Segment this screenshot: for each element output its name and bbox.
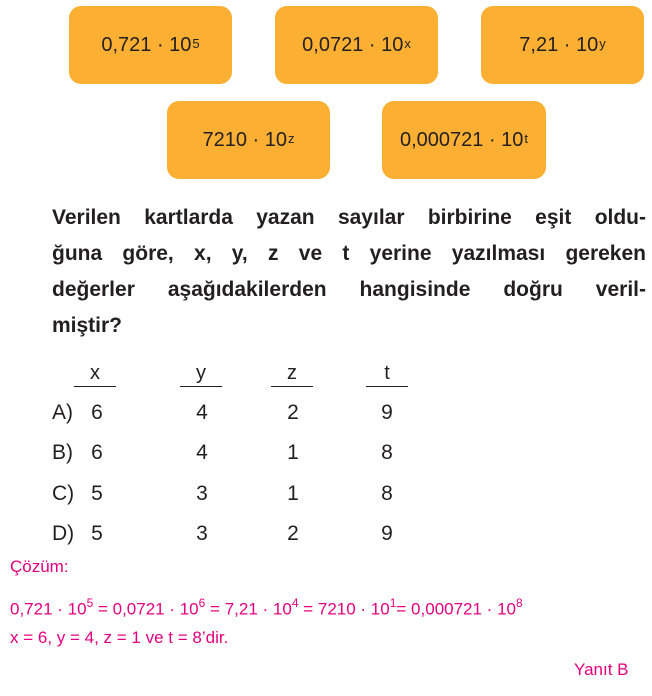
option-value-x: 5: [91, 522, 103, 545]
card-1: [69, 6, 232, 84]
header-t: t: [366, 360, 408, 387]
solution-title: Çözüm:: [10, 557, 69, 576]
option-value-t: 9: [381, 522, 393, 545]
eq-term-4: = 7210 · 10: [298, 599, 390, 619]
header-y: y: [180, 360, 222, 387]
question-line-2: ğuna göre, x, y, z ve t yerine yazılması gereken: [52, 242, 646, 265]
card-2-base: 0,0721 · 10: [302, 33, 404, 56]
option-value-t: 8: [381, 482, 393, 505]
option-label: A): [52, 401, 73, 424]
card-1-base: 0,721 · 10: [101, 33, 192, 56]
eq-term-1: 0,721 · 10: [10, 599, 87, 619]
option-value-z: 2: [287, 522, 299, 545]
option-value-y: 3: [196, 522, 208, 545]
option-value-z: 1: [287, 441, 299, 464]
card-5-base: 0,000721 · 10: [399, 128, 524, 151]
option-value-z: 1: [287, 482, 299, 505]
solution-equation: [10, 593, 523, 621]
card-3-exponent: y: [599, 35, 606, 51]
option-value-y: 4: [196, 441, 208, 464]
eq-exp-1: 5: [86, 596, 94, 610]
card-3-base: 7,21 · 10: [519, 33, 599, 56]
option-label: B): [52, 441, 73, 464]
option-value-x: 6: [91, 401, 103, 424]
card-2-exponent: x: [404, 35, 411, 51]
card-5-exponent: t: [524, 130, 529, 146]
card-4: [167, 101, 330, 179]
card-3: [481, 6, 644, 84]
card-5: [382, 101, 546, 179]
eq-exp-3: 4: [291, 596, 299, 610]
header-x: x: [74, 360, 116, 387]
card-1-exponent: 5: [192, 35, 200, 51]
card-4-exponent: z: [288, 130, 295, 146]
option-value-t: 9: [381, 401, 393, 424]
header-z: z: [271, 360, 313, 387]
solution-result: x = 6, y = 4, z = 1 ve t = 8’dir.: [10, 628, 229, 647]
eq-term-3: = 7,21 · 10: [205, 599, 292, 619]
eq-exp-4: 1: [389, 596, 397, 610]
eq-exp-5: 8: [515, 596, 523, 610]
option-value-x: 5: [91, 482, 103, 505]
option-value-y: 4: [196, 401, 208, 424]
eq-term-5: = 0,000721 · 10: [396, 599, 516, 619]
eq-term-2: = 0,0721 · 10: [93, 599, 199, 619]
question-line-4: miştir?: [52, 314, 123, 337]
question-text: [52, 200, 646, 344]
option-value-x: 6: [91, 441, 103, 464]
option-label: C): [52, 482, 75, 505]
question-line-1: Verilen kartlarda yazan sayılar birbirine eşit oldu-: [52, 206, 646, 229]
option-value-z: 2: [287, 401, 299, 424]
card-4-base: 7210 · 10: [202, 128, 287, 151]
card-2: [275, 6, 438, 84]
question-line-3: değerler aşağıdakilerden hangisinde doğru veril-: [52, 278, 646, 301]
option-value-t: 8: [381, 441, 393, 464]
eq-exp-2: 6: [198, 596, 206, 610]
option-label: D): [52, 522, 75, 545]
option-value-y: 3: [196, 482, 208, 505]
answer-label: Yanıt B: [574, 660, 629, 679]
